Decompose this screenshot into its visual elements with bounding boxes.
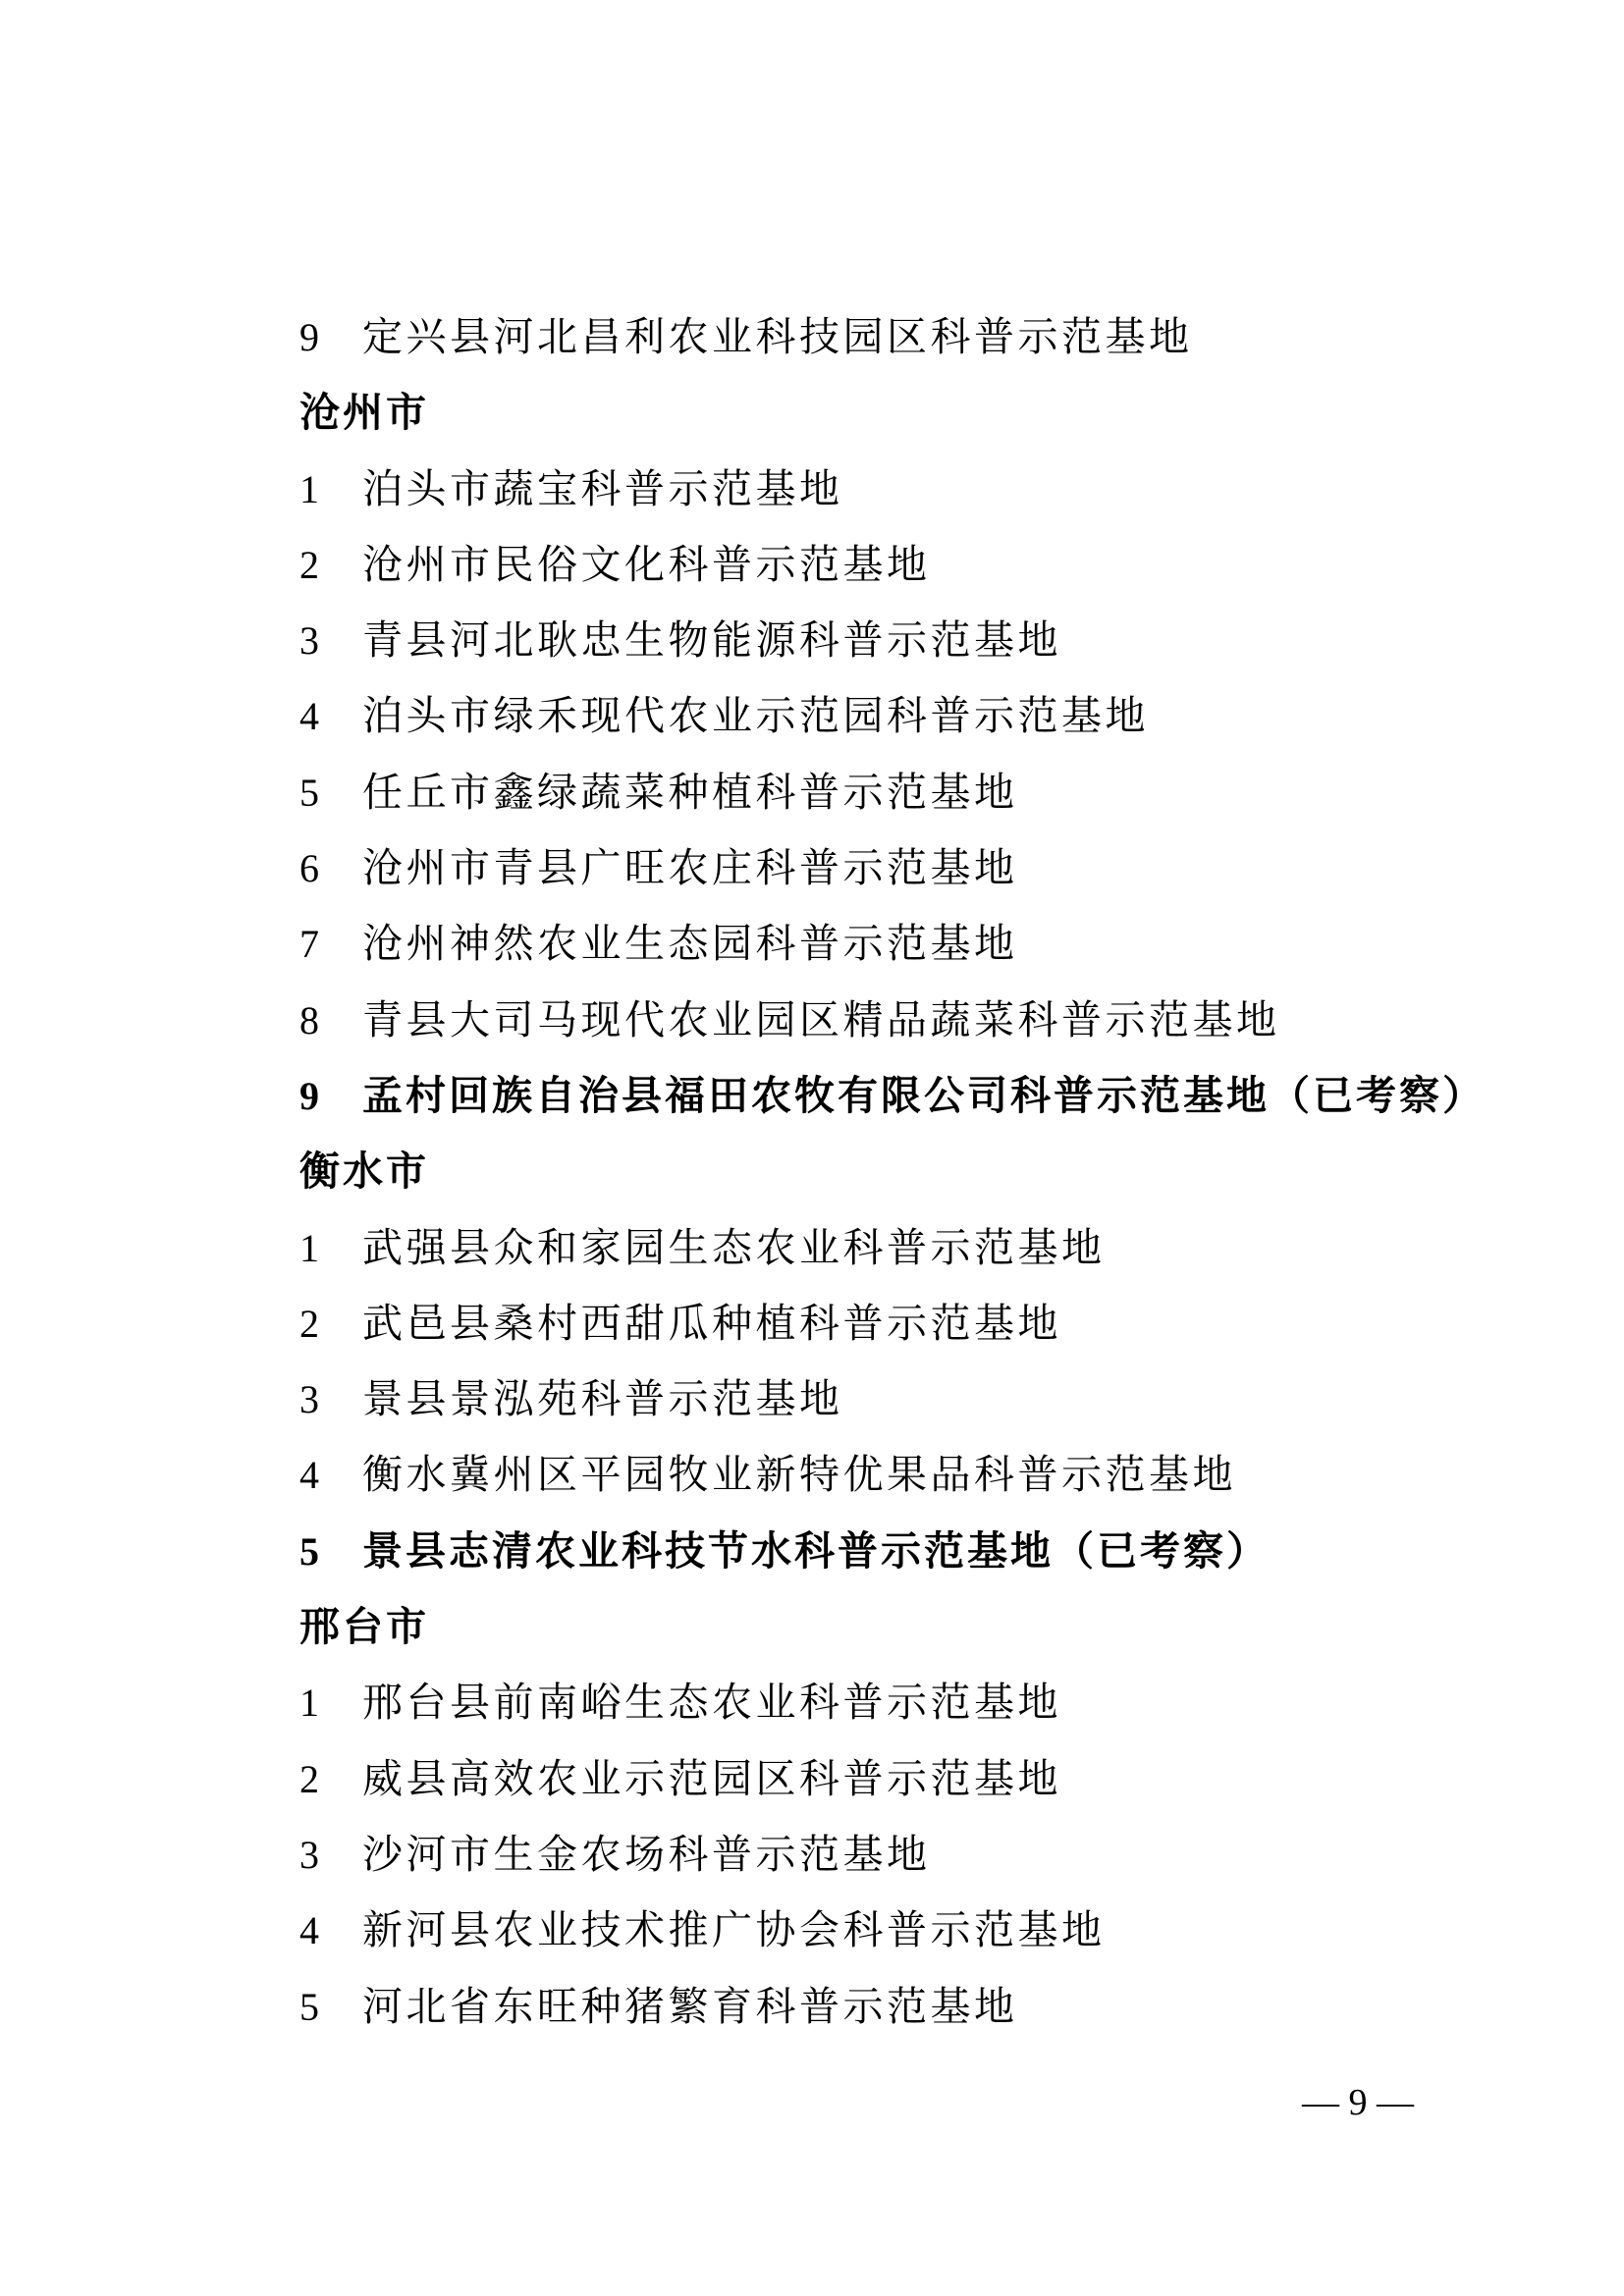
item-text: 泊头市绿禾现代农业示范园科普示范基地 (362, 692, 1149, 740)
section-heading: 邢台市 (299, 1603, 429, 1651)
list-item (299, 1817, 1458, 1893)
item-text: 衡水冀州区平园牧业新特优果品科普示范基地 (362, 1451, 1236, 1499)
list-item (299, 1437, 1458, 1513)
list-item-highlighted (299, 1514, 1458, 1589)
list-item (299, 527, 1458, 603)
list-item (299, 830, 1458, 906)
item-number: 9 (299, 1073, 319, 1118)
item-text: 青县大司马现代农业园区精品蔬菜科普示范基地 (362, 995, 1280, 1043)
list-item (299, 678, 1458, 754)
item-text: 景县志清农业科技节水科普示范基地（已考察） (362, 1526, 1270, 1575)
item-text: 新河县农业技术推广协会科普示范基地 (362, 1906, 1106, 1954)
item-number: 2 (299, 1756, 319, 1801)
item-number: 7 (299, 922, 319, 967)
item-number: 4 (299, 694, 319, 739)
item-text: 武强县众和家园生态农业科普示范基地 (362, 1223, 1106, 1271)
item-number: 6 (299, 846, 319, 891)
item-number: 9 (299, 315, 319, 359)
item-number: 4 (299, 1908, 319, 1953)
item-text: 泊头市蔬宝科普示范基地 (362, 464, 843, 512)
item-number: 3 (299, 1832, 319, 1877)
item-number: 5 (299, 1528, 319, 1574)
item-text: 沙河市生金农场科普示范基地 (362, 1830, 931, 1878)
item-text: 沧州市民俗文化科普示范基地 (362, 540, 931, 588)
item-text: 孟村回族自治县福田农牧有限公司科普示范基地（已考察） (362, 1071, 1486, 1119)
item-text: 邢台县前南峪生态农业科普示范基地 (362, 1679, 1061, 1727)
item-text: 威县高效农业示范园区科普示范基地 (362, 1754, 1061, 1802)
item-number: 1 (299, 1681, 319, 1726)
item-number: 5 (299, 770, 319, 815)
list-item (299, 906, 1458, 982)
list-item (299, 452, 1458, 527)
item-text: 河北省东旺种猪繁育科普示范基地 (362, 1982, 1018, 2030)
list-item (299, 603, 1458, 678)
document-body (299, 299, 1486, 2045)
list-item (299, 1969, 1458, 2045)
item-number: 2 (299, 1301, 319, 1346)
list-item (299, 983, 1458, 1058)
item-text: 青县河北耿忠生物能源科普示范基地 (362, 616, 1061, 665)
item-number: 3 (299, 618, 319, 664)
item-text: 任丘市鑫绿蔬菜种植科普示范基地 (362, 768, 1018, 816)
item-number: 4 (299, 1453, 319, 1498)
item-text: 景县景泓苑科普示范基地 (362, 1375, 843, 1423)
item-text: 武邑县桑村西甜瓜种植科普示范基地 (362, 1299, 1061, 1347)
list-item (299, 1286, 1458, 1362)
item-text: 定兴县河北昌利农业科技园区科普示范基地 (362, 313, 1193, 360)
list-item (299, 1893, 1458, 1968)
item-number: 2 (299, 542, 319, 587)
section-heading: 沧州市 (299, 389, 429, 437)
item-number: 8 (299, 997, 319, 1042)
item-number: 5 (299, 1984, 319, 2029)
item-number: 3 (299, 1377, 319, 1422)
item-number: 1 (299, 466, 319, 511)
list-item (299, 299, 1458, 375)
list-item (299, 1362, 1458, 1437)
list-item-highlighted (299, 1058, 1486, 1134)
list-item (299, 1741, 1458, 1817)
list-item (299, 755, 1458, 830)
page-number: — 9 — (1302, 2082, 1414, 2123)
item-text: 沧州市青县广旺农庄科普示范基地 (362, 844, 1018, 892)
section-heading: 衡水市 (299, 1148, 429, 1196)
list-item (299, 1665, 1458, 1740)
item-number: 1 (299, 1225, 319, 1270)
list-item (299, 1210, 1458, 1286)
item-text: 沧州神然农业生态园科普示范基地 (362, 920, 1018, 968)
